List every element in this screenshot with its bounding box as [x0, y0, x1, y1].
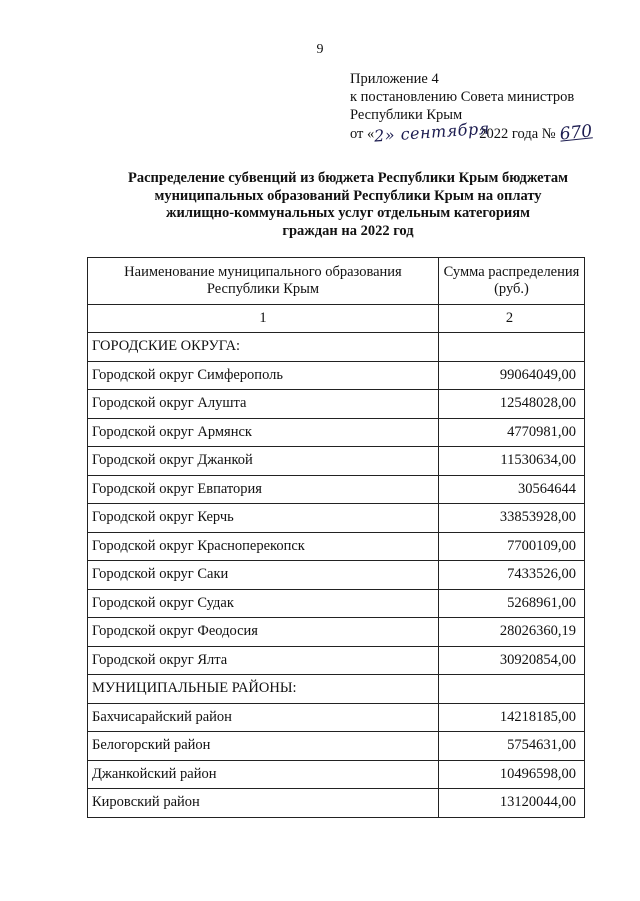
table-index-row	[88, 305, 585, 333]
appendix-date-line	[350, 118, 596, 146]
distribution-amount: 28026360,19	[438, 618, 584, 647]
municipality-name: Городской округ Красноперекопск	[88, 532, 439, 561]
municipality-name: Джанкойский район	[88, 760, 439, 789]
distribution-amount: 30564644	[438, 475, 584, 504]
document-title	[88, 170, 608, 240]
distribution-amount: 13120044,00	[438, 789, 584, 818]
appendix-resolution: к постановлению Совета министров	[350, 89, 575, 105]
title-line-2: муниципальных образований Республики Крым на оплату	[154, 187, 542, 204]
date-prefix: от «	[350, 126, 375, 142]
table-row	[88, 646, 585, 675]
distribution-amount: 4770981,00	[438, 418, 584, 447]
municipality-name: Городской округ Керчь	[88, 504, 439, 533]
title-line-1: Распределение субвенций из бюджета Республики Крым бюджетам	[127, 170, 569, 186]
table-row	[88, 760, 585, 789]
page-number: 9	[316, 42, 324, 57]
table-row	[88, 333, 585, 362]
municipality-name: Городской округ Евпатория	[88, 475, 439, 504]
municipality-name: Городской округ Джанкой	[88, 447, 439, 476]
appendix-title: Приложение 4	[350, 71, 439, 87]
table-row	[88, 618, 585, 647]
distribution-amount: 5268961,00	[438, 589, 584, 618]
table-row	[88, 418, 585, 447]
index-col-1: 1	[88, 305, 439, 333]
header-name: Наименование муниципального образования Республики Крым	[88, 258, 439, 305]
title-line-4: граждан на 2022 год	[282, 222, 414, 239]
table-header-row	[88, 258, 585, 305]
table-row	[88, 532, 585, 561]
distribution-amount: 14218185,00	[438, 703, 584, 732]
distribution-amount: 5754631,00	[438, 732, 584, 761]
distribution-amount: 10496598,00	[438, 760, 584, 789]
distribution-table	[87, 257, 585, 818]
distribution-amount: 7433526,00	[438, 561, 584, 590]
table-row	[88, 504, 585, 533]
distribution-amount: 11530634,00	[438, 447, 584, 476]
title-line-3: жилищно-коммунальных услуг отдельным категориям	[165, 205, 530, 221]
distribution-amount	[438, 333, 584, 362]
table-row	[88, 589, 585, 618]
distribution-amount: 30920854,00	[438, 646, 584, 675]
distribution-amount: 33853928,00	[438, 504, 584, 533]
table-row	[88, 361, 585, 390]
municipality-name: Кировский район	[88, 789, 439, 818]
municipality-name: Городской округ Судак	[88, 589, 439, 618]
year-text: 2022 года №	[479, 126, 556, 142]
municipality-name: Городской округ Симферополь	[88, 361, 439, 390]
distribution-amount	[438, 675, 584, 704]
municipality-name: Городской округ Феодосия	[88, 618, 439, 647]
municipality-name: Городской округ Алушта	[88, 390, 439, 419]
municipality-name: ГОРОДСКИЕ ОКРУГА:	[88, 333, 439, 362]
table-row	[88, 675, 585, 704]
municipality-name: Белогорский район	[88, 732, 439, 761]
table-row	[88, 789, 585, 818]
distribution-amount: 12548028,00	[438, 390, 584, 419]
municipality-name: Городской округ Армянск	[88, 418, 439, 447]
municipality-name: Городской округ Саки	[88, 561, 439, 590]
municipality-name: МУНИЦИПАЛЬНЫЕ РАЙОНЫ:	[88, 675, 439, 704]
table-row	[88, 561, 585, 590]
municipality-name: Городской округ Ялта	[88, 646, 439, 675]
header-sum: Сумма распределения (руб.)	[438, 258, 584, 305]
index-col-2: 2	[438, 305, 584, 333]
distribution-amount: 7700109,00	[438, 532, 584, 561]
municipality-name: Бахчисарайский район	[88, 703, 439, 732]
table-row	[88, 475, 585, 504]
distribution-amount: 99064049,00	[438, 361, 584, 390]
handwritten-number: 670	[558, 121, 593, 145]
table-row	[88, 447, 585, 476]
appendix-block	[350, 70, 596, 146]
table-row	[88, 703, 585, 732]
handwritten-date: 2» сентября	[373, 118, 491, 146]
table-row	[88, 732, 585, 761]
appendix-republic: Республики Крым	[350, 107, 463, 123]
table-row	[88, 390, 585, 419]
